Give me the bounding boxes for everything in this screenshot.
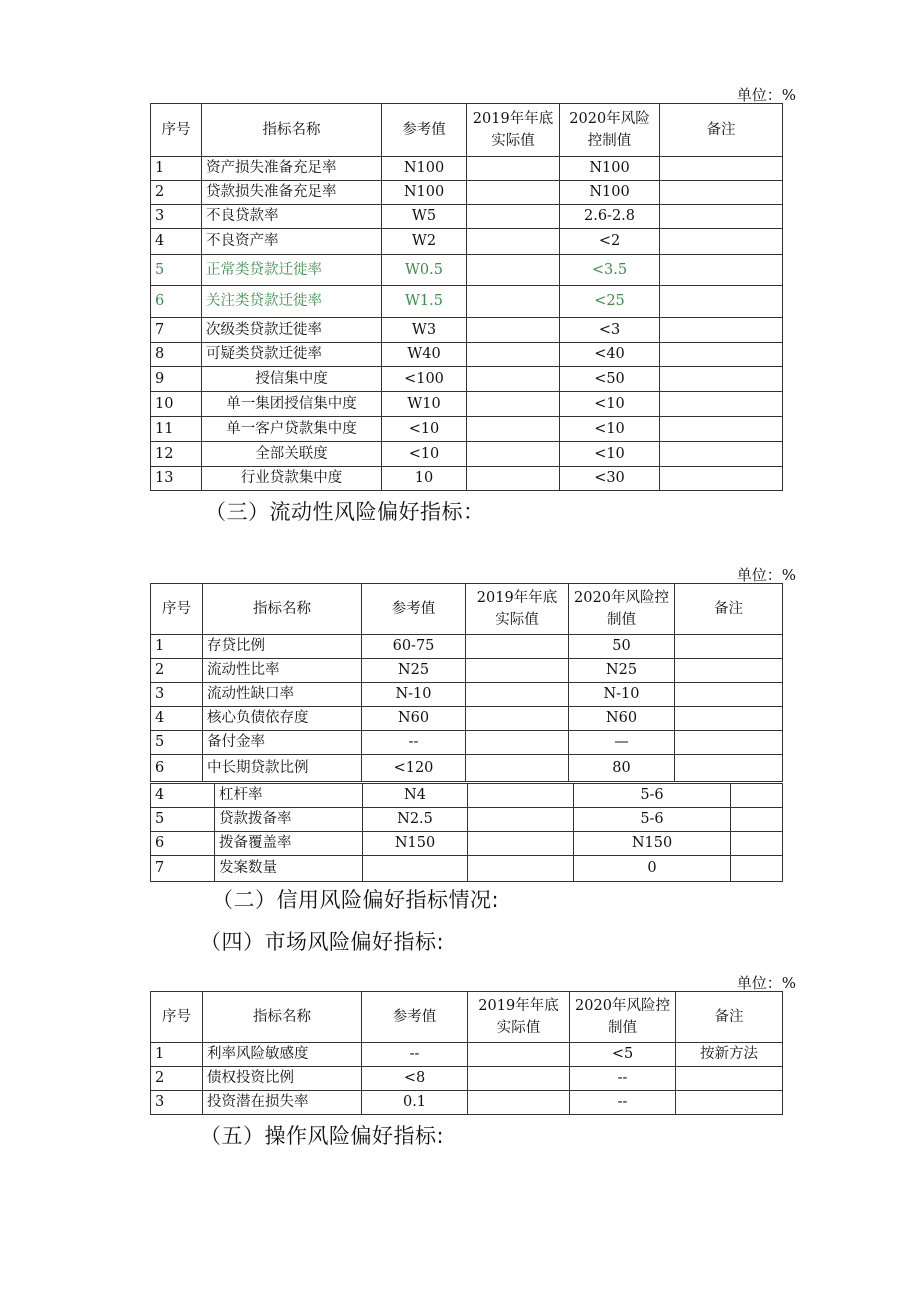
cell-actual bbox=[467, 181, 560, 205]
cell-note bbox=[676, 1091, 783, 1115]
cell-ref: 0.1 bbox=[362, 1091, 468, 1115]
cell-actual bbox=[467, 392, 560, 417]
cell-actual bbox=[467, 255, 560, 286]
cell-ref: N60 bbox=[362, 707, 466, 731]
cell-no: 3 bbox=[151, 683, 203, 707]
table-row bbox=[151, 1091, 783, 1115]
cell-control: <10 bbox=[560, 392, 660, 417]
cell-ref: 10 bbox=[382, 467, 467, 491]
cell-ref: <10 bbox=[382, 417, 467, 442]
capital-table bbox=[150, 783, 783, 882]
table-row bbox=[151, 784, 783, 808]
cell-actual bbox=[467, 318, 560, 343]
cell-control: <2 bbox=[560, 229, 660, 255]
cell-ref: W5 bbox=[382, 205, 467, 229]
cell-ref: N2.5 bbox=[363, 808, 468, 832]
cell-name: 杠杆率 bbox=[215, 784, 363, 808]
cell-note bbox=[660, 205, 783, 229]
cell-name: 发案数量 bbox=[215, 856, 363, 882]
cell-name: 存贷比例 bbox=[203, 635, 362, 659]
cell-ref: N150 bbox=[363, 832, 468, 856]
cell-ref: W3 bbox=[382, 318, 467, 343]
cell-actual bbox=[468, 1067, 570, 1091]
cell-control: <25 bbox=[560, 286, 660, 318]
market-risk-table bbox=[150, 991, 783, 1115]
cell-note bbox=[660, 442, 783, 467]
cell-no: 10 bbox=[151, 392, 202, 417]
cell-note bbox=[660, 255, 783, 286]
cell-ref: 60-75 bbox=[362, 635, 466, 659]
cell-no: 1 bbox=[151, 157, 202, 181]
table-row bbox=[151, 731, 783, 755]
cell-ref: N-10 bbox=[362, 683, 466, 707]
cell-ref: <100 bbox=[382, 367, 467, 392]
cell-no: 6 bbox=[151, 286, 202, 318]
cell-actual bbox=[467, 205, 560, 229]
table-row bbox=[151, 1043, 783, 1067]
table-row bbox=[151, 659, 783, 683]
cell-name: 中长期贷款比例 bbox=[203, 755, 362, 782]
cell-control: <3 bbox=[560, 318, 660, 343]
cell-note: 按新方法 bbox=[676, 1043, 783, 1067]
cell-no: 2 bbox=[151, 181, 202, 205]
cell-ref: W1.5 bbox=[382, 286, 467, 318]
cell-ref: -- bbox=[362, 1043, 468, 1067]
table-row bbox=[151, 635, 783, 659]
table-header-row bbox=[151, 104, 783, 157]
unit-label-2: 单位：% bbox=[736, 566, 796, 584]
table-row bbox=[151, 367, 783, 392]
cell-note bbox=[660, 286, 783, 318]
cell-ref: -- bbox=[362, 731, 466, 755]
cell-note bbox=[660, 467, 783, 491]
header-actual: 2019年年底实际值 bbox=[467, 104, 560, 157]
cell-control: <10 bbox=[560, 442, 660, 467]
table-row bbox=[151, 1067, 783, 1091]
cell-control: N100 bbox=[560, 157, 660, 181]
cell-no: 2 bbox=[151, 659, 203, 683]
unit-label-1: 单位：% bbox=[736, 86, 796, 104]
cell-note bbox=[676, 1067, 783, 1091]
cell-name: 债权投资比例 bbox=[203, 1067, 362, 1091]
cell-note bbox=[660, 181, 783, 205]
cell-name: 资产损失准备充足率 bbox=[202, 157, 382, 181]
cell-note bbox=[660, 157, 783, 181]
cell-note bbox=[660, 417, 783, 442]
cell-actual bbox=[467, 286, 560, 318]
market-risk-rows bbox=[151, 1043, 783, 1115]
cell-ref: W0.5 bbox=[382, 255, 467, 286]
cell-name: 次级类贷款迁徙率 bbox=[202, 318, 382, 343]
cell-control: 5-6 bbox=[574, 784, 731, 808]
cell-name: 投资潜在损失率 bbox=[203, 1091, 362, 1115]
cell-no: 3 bbox=[151, 1091, 203, 1115]
cell-control: 50 bbox=[569, 635, 675, 659]
cell-no: 7 bbox=[151, 318, 202, 343]
cell-no: 7 bbox=[151, 856, 215, 882]
cell-control: <50 bbox=[560, 367, 660, 392]
heading-credit: （二）信用风险偏好指标情况: bbox=[212, 888, 500, 912]
cell-ref: <10 bbox=[382, 442, 467, 467]
credit-risk-table bbox=[150, 103, 783, 491]
cell-control: N25 bbox=[569, 659, 675, 683]
cell-note bbox=[675, 707, 783, 731]
table-header-row bbox=[151, 584, 783, 635]
header-note: 备注 bbox=[675, 584, 783, 635]
table-row bbox=[151, 286, 783, 318]
cell-name: 利率风险敏感度 bbox=[203, 1043, 362, 1067]
cell-note bbox=[675, 635, 783, 659]
cell-note bbox=[660, 392, 783, 417]
heading-market: （四）市场风险偏好指标: bbox=[200, 930, 445, 954]
cell-no: 13 bbox=[151, 467, 202, 491]
table-row bbox=[151, 318, 783, 343]
cell-actual bbox=[466, 755, 569, 782]
cell-ref: <120 bbox=[362, 755, 466, 782]
cell-control: — bbox=[569, 731, 675, 755]
header-name: 指标名称 bbox=[203, 992, 362, 1043]
table-row bbox=[151, 707, 783, 731]
cell-no: 4 bbox=[151, 229, 202, 255]
table-row bbox=[151, 205, 783, 229]
header-control: 2020年风险控制值 bbox=[570, 992, 676, 1043]
table-row bbox=[151, 417, 783, 442]
cell-name: 贷款拨备率 bbox=[215, 808, 363, 832]
heading-liquidity: （三）流动性风险偏好指标： bbox=[205, 500, 485, 524]
cell-note bbox=[660, 367, 783, 392]
header-note: 备注 bbox=[676, 992, 783, 1043]
header-name: 指标名称 bbox=[203, 584, 362, 635]
cell-actual bbox=[466, 731, 569, 755]
cell-name: 拨备覆盖率 bbox=[215, 832, 363, 856]
cell-control: -- bbox=[570, 1091, 676, 1115]
liquidity-table bbox=[150, 583, 783, 782]
cell-control: <10 bbox=[560, 417, 660, 442]
cell-no: 5 bbox=[151, 731, 203, 755]
cell-no: 6 bbox=[151, 755, 203, 782]
table-row bbox=[151, 442, 783, 467]
table-row bbox=[151, 808, 783, 832]
cell-name: 流动性比率 bbox=[203, 659, 362, 683]
cell-actual bbox=[467, 367, 560, 392]
header-no: 序号 bbox=[151, 104, 202, 157]
cell-note bbox=[660, 318, 783, 343]
header-no: 序号 bbox=[151, 992, 203, 1043]
cell-ref: W2 bbox=[382, 229, 467, 255]
table-row bbox=[151, 467, 783, 491]
cell-control: -- bbox=[570, 1067, 676, 1091]
header-ref: 参考值 bbox=[382, 104, 467, 157]
cell-actual bbox=[468, 808, 574, 832]
cell-note bbox=[731, 808, 783, 832]
cell-no: 5 bbox=[151, 808, 215, 832]
header-actual: 2019年年底实际值 bbox=[468, 992, 570, 1043]
cell-no: 6 bbox=[151, 832, 215, 856]
cell-actual bbox=[467, 467, 560, 491]
cell-name: 可疑类贷款迁徙率 bbox=[202, 343, 382, 367]
cell-actual bbox=[466, 659, 569, 683]
cell-name: 全部关联度 bbox=[202, 442, 382, 467]
cell-control: 2.6-2.8 bbox=[560, 205, 660, 229]
cell-ref: W40 bbox=[382, 343, 467, 367]
cell-actual bbox=[467, 157, 560, 181]
cell-actual bbox=[468, 832, 574, 856]
cell-note bbox=[660, 229, 783, 255]
cell-name: 单一客户贷款集中度 bbox=[202, 417, 382, 442]
cell-no: 1 bbox=[151, 1043, 203, 1067]
cell-no: 5 bbox=[151, 255, 202, 286]
cell-name: 单一集团授信集中度 bbox=[202, 392, 382, 417]
cell-ref: N100 bbox=[382, 181, 467, 205]
cell-name: 不良资产率 bbox=[202, 229, 382, 255]
cell-no: 3 bbox=[151, 205, 202, 229]
heading-operational: （五）操作风险偏好指标: bbox=[200, 1124, 445, 1148]
table-header-row bbox=[151, 992, 783, 1043]
cell-actual bbox=[467, 343, 560, 367]
cell-name: 核心负债依存度 bbox=[203, 707, 362, 731]
cell-note bbox=[731, 832, 783, 856]
cell-name: 不良贷款率 bbox=[202, 205, 382, 229]
cell-control: <40 bbox=[560, 343, 660, 367]
header-actual: 2019年年底实际值 bbox=[466, 584, 569, 635]
capital-rows bbox=[151, 784, 783, 882]
cell-no: 4 bbox=[151, 784, 215, 808]
cell-note bbox=[675, 755, 783, 782]
cell-control: 5-6 bbox=[574, 808, 731, 832]
table-row bbox=[151, 255, 783, 286]
cell-no: 2 bbox=[151, 1067, 203, 1091]
cell-actual bbox=[467, 442, 560, 467]
cell-note bbox=[675, 731, 783, 755]
unit-label-3: 单位：% bbox=[736, 974, 796, 992]
cell-control: 0 bbox=[574, 856, 731, 882]
cell-note bbox=[731, 856, 783, 882]
cell-ref: N25 bbox=[362, 659, 466, 683]
cell-ref: N100 bbox=[382, 157, 467, 181]
liquidity-rows bbox=[151, 635, 783, 782]
cell-no: 9 bbox=[151, 367, 202, 392]
cell-no: 12 bbox=[151, 442, 202, 467]
table-row bbox=[151, 683, 783, 707]
header-ref: 参考值 bbox=[362, 584, 466, 635]
header-name: 指标名称 bbox=[202, 104, 382, 157]
cell-actual bbox=[467, 229, 560, 255]
cell-actual bbox=[466, 683, 569, 707]
table-row bbox=[151, 392, 783, 417]
cell-actual bbox=[468, 1091, 570, 1115]
cell-name: 备付金率 bbox=[203, 731, 362, 755]
cell-name: 正常类贷款迁徙率 bbox=[202, 255, 382, 286]
table-row bbox=[151, 832, 783, 856]
cell-control: N60 bbox=[569, 707, 675, 731]
cell-ref bbox=[363, 856, 468, 882]
table-row bbox=[151, 181, 783, 205]
header-no: 序号 bbox=[151, 584, 203, 635]
cell-note bbox=[731, 784, 783, 808]
cell-actual bbox=[468, 1043, 570, 1067]
cell-control: N100 bbox=[560, 181, 660, 205]
header-note: 备注 bbox=[660, 104, 783, 157]
header-control: 2020年风险控制值 bbox=[560, 104, 660, 157]
cell-name: 授信集中度 bbox=[202, 367, 382, 392]
table-row bbox=[151, 343, 783, 367]
cell-name: 贷款损失准备充足率 bbox=[202, 181, 382, 205]
cell-note bbox=[660, 343, 783, 367]
cell-no: 11 bbox=[151, 417, 202, 442]
cell-no: 1 bbox=[151, 635, 203, 659]
cell-name: 行业贷款集中度 bbox=[202, 467, 382, 491]
cell-control: <30 bbox=[560, 467, 660, 491]
cell-ref: N4 bbox=[363, 784, 468, 808]
cell-note bbox=[675, 659, 783, 683]
cell-actual bbox=[466, 707, 569, 731]
cell-no: 4 bbox=[151, 707, 203, 731]
table-row bbox=[151, 856, 783, 882]
cell-control: 80 bbox=[569, 755, 675, 782]
cell-actual bbox=[467, 417, 560, 442]
cell-actual bbox=[466, 635, 569, 659]
cell-note bbox=[675, 683, 783, 707]
credit-risk-rows bbox=[151, 157, 783, 491]
cell-actual bbox=[468, 784, 574, 808]
table-row bbox=[151, 157, 783, 181]
cell-control: <3.5 bbox=[560, 255, 660, 286]
cell-name: 流动性缺口率 bbox=[203, 683, 362, 707]
cell-control: N-10 bbox=[569, 683, 675, 707]
header-control: 2020年风险控制值 bbox=[569, 584, 675, 635]
header-ref: 参考值 bbox=[362, 992, 468, 1043]
cell-control: N150 bbox=[574, 832, 731, 856]
cell-control: <5 bbox=[570, 1043, 676, 1067]
table-row bbox=[151, 229, 783, 255]
cell-actual bbox=[468, 856, 574, 882]
cell-ref: <8 bbox=[362, 1067, 468, 1091]
cell-name: 关注类贷款迁徙率 bbox=[202, 286, 382, 318]
cell-no: 8 bbox=[151, 343, 202, 367]
table-row bbox=[151, 755, 783, 782]
cell-ref: W10 bbox=[382, 392, 467, 417]
